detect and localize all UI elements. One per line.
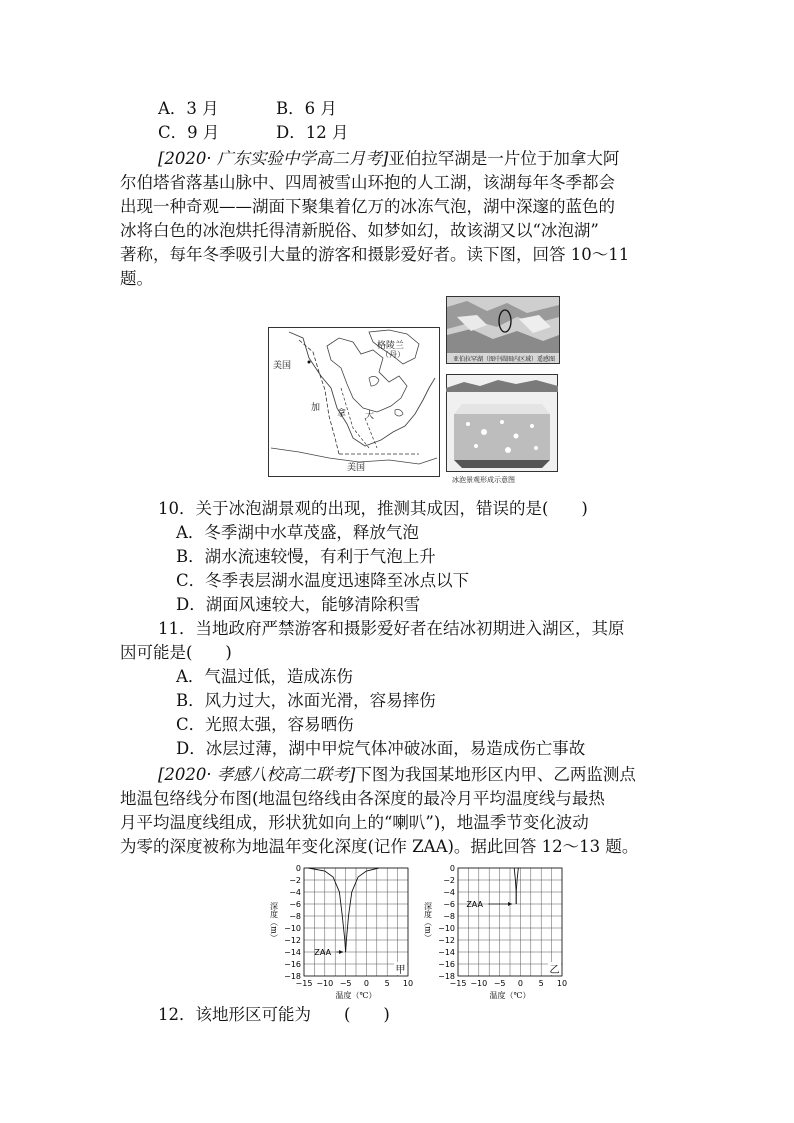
y-tick-label: −4 [289,888,301,897]
q9-option-c: C．9 月 [158,123,220,142]
y-tick-label: −10 [438,924,455,933]
q11-option-b: B．风力过大，冰面光滑，容易摔伤 [176,691,436,710]
intro1-line-4: 著称，每年冬季吸引大量的游客和摄影爱好者。读下图，回答 10～11 [120,245,630,264]
q10-option-d: D．湖面风速较大，能够清除积雪 [176,595,421,614]
y-tick-label: −16 [284,960,301,969]
y-tick-label: −4 [443,888,455,897]
ice-bubble-diagram [446,374,560,484]
q11-option-d: D．冰层过薄，湖中甲烷气体冲破冰面，易造成伤亡事故 [176,739,586,758]
x-tick-label: −5 [493,979,506,988]
canada-map-drawing [269,328,439,476]
y-axis-label: 深度（m） [269,902,279,942]
map-label-greenland-sub: （丹） [381,350,405,359]
y-tick-label: 0 [449,864,455,873]
intro1-line-2: 出现一种奇观——湖面下聚集着亿万的冰冻气泡，湖中深邃的蓝色的 [120,197,615,216]
y-tick-label: −18 [438,972,455,981]
intro2-line-1: 地温包络线分布图(地温包络线由各深度的最冷月平均温度线与最热 [120,789,605,808]
intro2-line-3: 为零的深度被称为地温年变化深度(记作 ZAA)。据此回答 12～13 题。 [120,837,639,856]
x-tick-label: −10 [470,979,488,988]
map-label-c: 大 [365,411,375,421]
y-tick-label: −6 [289,900,301,909]
series-line-1 [346,868,379,952]
x-tick-label: −15 [295,979,313,988]
intro1-line-1: 尔伯塔省落基山脉中、四周被雪山环抱的人工湖，该湖每年冬季都会 [120,173,615,192]
intro1-line-0: 亚伯拉罕湖是一片位于加拿大阿 [388,149,620,168]
y-tick-label: 0 [295,864,301,873]
x-tick-label: 10 [556,979,568,988]
map-label-b: 拿 [337,409,347,419]
x-tick-label: −15 [449,979,467,988]
ice-bubble-drawing [446,374,558,472]
series-line-0 [308,868,345,952]
q11-option-c: C．光照太强，容易晒伤 [176,715,354,734]
q9-option-a: A．3 月 [158,99,219,118]
intro1-source: [2020· 广东实验中学高二月考] [158,149,389,168]
satellite-photo [446,296,560,364]
map-label-usa-nw: 美国 [273,361,292,371]
q9-option-d: D．12 月 [276,123,349,142]
y-tick-label: −12 [438,936,455,945]
map-label-a: 加 [311,403,321,413]
q12-stem: 12．该地形区可能为 ( ) [158,1005,390,1024]
q10-stem: 10．关于冰泡湖景观的出现，推测其成因，错误的是( ) [158,499,588,518]
satellite-photo-drawing [447,297,559,353]
intro1-first-line [158,147,619,171]
intro2-line-0: 下图为我国某地形区内甲、乙两监测点 [355,765,636,784]
x-tick-label: −10 [316,979,334,988]
q11-option-a: A．气温过低，造成冻伤 [176,667,353,686]
y-tick-label: −14 [284,948,301,957]
x-tick-label: 0 [517,979,523,988]
zaa-label: ZAA [314,948,332,957]
y-tick-label: −2 [443,876,455,885]
intro1-line-5: 题。 [120,269,153,288]
q11-stem-line1: 11．当地政府严禁游客和摄影爱好者在结冰初期进入湖区，其原 [158,619,625,638]
y-tick-label: −18 [284,972,301,981]
ice-bubble-caption: 冰泡景观形成示意图 [452,476,515,484]
y-tick-label: −8 [289,912,301,921]
y-tick-label: −14 [438,948,455,957]
y-axis-label: 深度（m） [423,902,433,942]
y-tick-label: −6 [443,900,455,909]
q10-option-a: A．冬季湖中水草茂盛，释放气泡 [176,523,419,542]
ground-temp-chart-jia [264,864,422,1002]
x-tick-label: 0 [363,979,369,988]
y-tick-label: −12 [284,936,301,945]
intro1-line-3: 冰将白色的冰泡烘托得清新脱俗、如梦如幻，故该湖又以“冰泡湖” [120,221,599,240]
satellite-photo-caption: 亚伯拉罕湖（图中圆圈内区域）遥感图 [453,356,556,363]
y-tick-label: −8 [443,912,455,921]
q10-option-c: C．冬季表层湖水温度迅速降至冰点以下 [176,571,470,590]
ground-temp-chart-yi [418,864,576,1002]
x-tick-label: −5 [339,979,352,988]
intro2-line-2: 月平均温度线组成，形状犹如向上的“喇叭”)，地温季节变化波动 [120,813,589,832]
x-tick-label: 5 [538,979,544,988]
x-tick-label: 5 [384,979,390,988]
canada-map [268,327,440,477]
y-tick-label: −16 [438,960,455,969]
x-axis-label: 温度（℃） [489,991,531,1000]
panel-label: 甲 [395,965,406,976]
q10-option-b: B．湖水流速较慢，有利于气泡上升 [176,547,436,566]
x-axis-label: 温度（℃） [335,991,377,1000]
map-label-usa-s: 美国 [347,463,366,473]
panel-label: 乙 [549,965,560,976]
series-line-1 [516,868,518,904]
intro2-source: [2020· 孝感八校高二联考] [158,765,356,784]
intro2-first-line [158,763,636,787]
zaa-label: ZAA [466,900,483,909]
q9-option-b: B．6 月 [276,99,337,118]
zaa-arrowhead [339,950,343,954]
x-tick-label: 10 [402,979,414,988]
y-tick-label: −10 [284,924,301,933]
q11-stem-line2: 因可能是( ) [120,643,232,662]
map-label-greenland: 格陵兰 [377,341,405,351]
y-tick-label: −2 [289,876,301,885]
